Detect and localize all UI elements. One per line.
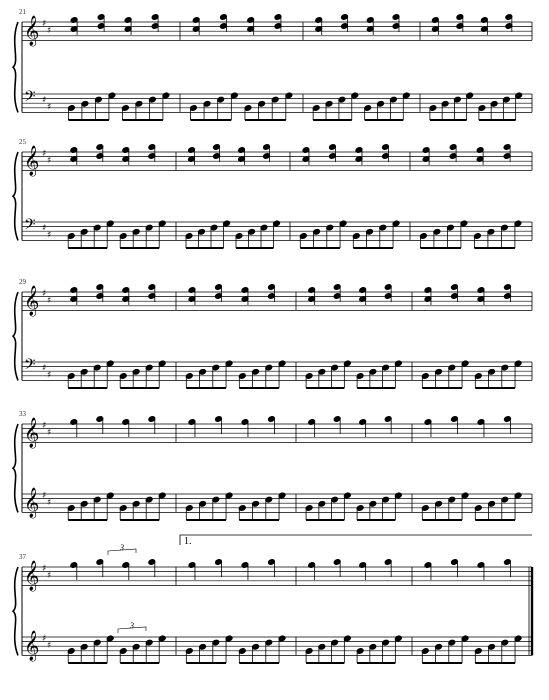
sharp-icon: ♯: [42, 634, 47, 644]
sharp-icon: ♯: [47, 230, 52, 241]
brace-icon: [13, 292, 18, 380]
sharp-icon: ♯: [42, 421, 47, 431]
brace-icon: [13, 424, 18, 512]
sharp-icon: ♯: [42, 149, 47, 159]
sharp-icon: ♯: [47, 25, 52, 36]
system-1: [13, 8, 532, 120]
tuplet-number: 3: [120, 543, 124, 552]
sharp-icon: ♯: [47, 155, 52, 166]
treble-clef-icon: 𝄞: [24, 146, 40, 176]
volta-label: 1.: [184, 536, 192, 547]
sharp-icon: ♯: [42, 564, 47, 574]
system-4: [13, 410, 532, 520]
treble-clef-icon: 𝄞: [24, 418, 40, 448]
sharp-icon: ♯: [47, 427, 52, 438]
measure-number: 37: [19, 553, 26, 561]
bass-clef-icon: 𝄢: [24, 216, 36, 237]
brace-icon: [13, 152, 18, 240]
sharp-icon: ♯: [42, 19, 47, 29]
brace-icon: [13, 22, 18, 112]
volta-bracket: [180, 535, 532, 545]
sharp-icon: ♯: [47, 640, 52, 651]
bass-clef-icon: 𝄢: [24, 88, 36, 109]
treble-clef-icon: 𝄞: [24, 286, 40, 316]
treble-staff: [22, 567, 532, 585]
sharp-icon: ♯: [47, 497, 52, 508]
sharp-icon: ♯: [42, 289, 47, 299]
sharp-icon: ♯: [47, 370, 52, 381]
measure-number: 29: [19, 278, 26, 286]
treble-clef-icon: 𝄞: [24, 488, 40, 518]
sharp-icon: ♯: [47, 570, 52, 581]
treble-clef-icon: 𝄞: [24, 16, 40, 46]
sharp-icon: ♯: [42, 491, 47, 501]
treble-clef-icon: 𝄞: [24, 631, 40, 661]
measure-number: 25: [19, 138, 26, 146]
system-2: [13, 138, 532, 248]
sharp-icon: ♯: [42, 363, 47, 374]
measure-number: 21: [19, 8, 26, 16]
treble-staff: [22, 424, 532, 442]
measure-number: 33: [19, 410, 26, 418]
brace-icon: [13, 567, 18, 655]
sharp-icon: ♯: [42, 223, 47, 234]
system-5: [13, 535, 532, 663]
system-3: [13, 278, 532, 388]
tuplet-number: 3: [130, 621, 134, 630]
sharp-icon: ♯: [42, 95, 47, 106]
sharp-icon: ♯: [47, 102, 52, 113]
sharp-icon: ♯: [47, 295, 52, 306]
treble-clef-icon: 𝄞: [24, 561, 40, 591]
bass-clef-icon: 𝄢: [24, 356, 36, 377]
